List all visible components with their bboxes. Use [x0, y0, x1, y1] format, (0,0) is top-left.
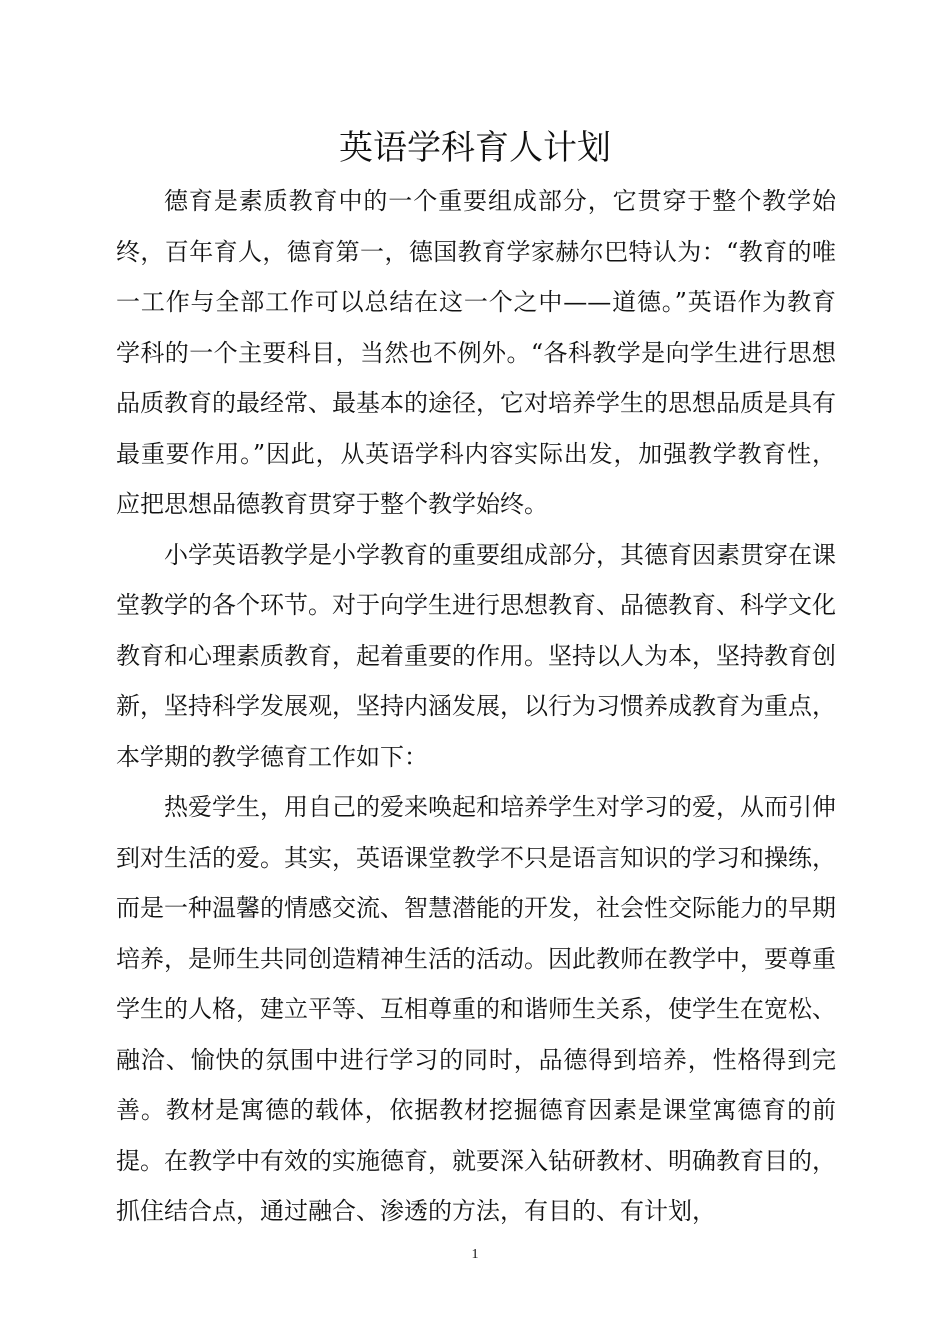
- document-title: 英语学科育人计划: [339, 128, 611, 168]
- document-body: [116, 176, 836, 1237]
- paragraph-2: 小学英语教学是小学教育的重要组成部分，其德育因素贯穿在课堂教学的各个环节。对于向学生进行思想教育、品德教育、科学文化教育和心理素质教育，起着重要的作用。坚持以人为本，坚持教育创新，坚持科学发展观，坚持内涵发展，以行为习惯养成教育为重点，本学期的教学德育工作如下：: [116, 540, 836, 771]
- page-number: 1: [471, 1247, 479, 1262]
- paragraph-1: 德育是素质教育中的一个重要组成部分，它贯穿于整个教学始终，百年育人，德育第一，德国教育学家赫尔巴特认为：“教育的唯一工作与全部工作可以总结在这一个之中——道德。”英语作为教育学科的一个主要科目，当然也不例外。“各科教学是向学生进行思想品质教育的最经常、最基本的途径，它对培养学生的思想品质是具有最重要作用。”因此，从英语学科内容实际出发，加强教学教育性，应把思想品德教育贯穿于整个教学始终。: [116, 187, 836, 518]
- paragraph-3: 热爱学生，用自己的爱来唤起和培养学生对学习的爱，从而引伸到对生活的爱。其实，英语课堂教学不只是语言知识的学习和操练，而是一种温馨的情感交流、智慧潜能的开发，社会性交际能力的早期培养，是师生共同创造精神生活的活动。因此教师在教学中，要尊重学生的人格，建立平等、互相尊重的和谐师生关系，使学生在宽松、融洽、愉快的氛围中进行学习的同时，品德得到培养，性格得到完善。教材是寓德的载体，依据教材挖掘德育因素是课堂寓德育的前提。在教学中有效的实施德育，就要深入钻研教材、明确教育目的，抓住结合点，通过融合、渗透的方法，有目的、有计划，: [116, 793, 836, 1225]
